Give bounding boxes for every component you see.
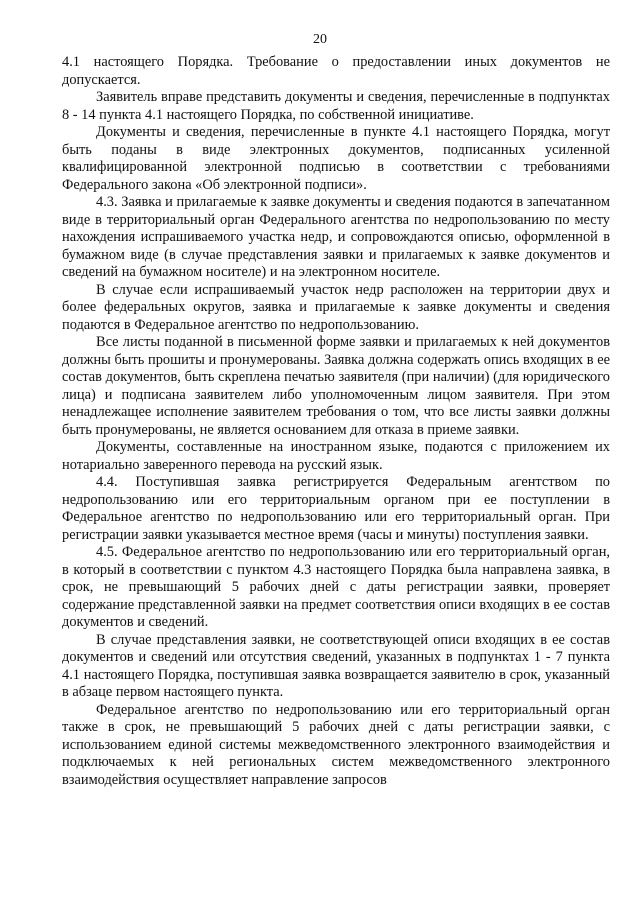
paragraph-foreign-language: Документы, составленные на иностранном языке, подаются с приложением их нотариально заверенного перевода на русский язык. bbox=[62, 439, 610, 473]
paragraph-continuation-4-1: 4.1 настоящего Порядка. Требование о предоставлении иных документов не допускается. bbox=[62, 54, 610, 88]
paragraph-4-4-registration: 4.4. Поступившая заявка регистрируется Федеральным агентством по недропользованию или его территориальным органом при ее поступлении в Федеральное агентство по недропользованию или его территориальный орган. При регистрации заявки указывается местное время (часы и минуты) поступления заявки. bbox=[62, 474, 610, 543]
paragraph-electronic-documents: Документы и сведения, перечисленные в пункте 4.1 настоящего Порядка, могут быть поданы в виде электронных документов, подписанных усиленной квалифицированной электронной подписью в соответствии с требованиями Федерального закона «Об электронной подписи». bbox=[62, 124, 610, 193]
paragraph-applicant-right: Заявитель вправе представить документы и сведения, перечисленные в подпунктах 8 - 14 пункта 4.1 настоящего Порядка, по собственной инициативе. bbox=[62, 89, 610, 123]
paragraph-4-5-verification: 4.5. Федеральное агентство по недропользованию или его территориальный орган, в который в соответствии с пунктом 4.3 настоящего Порядка была направлена заявка, в срок, не превышающий 5 рабочих дней с даты регистрации заявки, проверяет содержание представленной заявки на предмет соответствия описи входящих в ее состав документов и сведений. bbox=[62, 544, 610, 630]
paragraph-interagency-requests: Федеральное агентство по недропользованию или его территориальный орган также в срок, не превышающий 5 рабочих дней с даты регистрации заявки, с использованием единой системы межведомственного электронного взаимодействия и подключаемых к ней региональных систем межведомственного электронного взаимодействия осуществляет направление запросов bbox=[62, 701, 610, 788]
paragraph-federal-districts: В случае если испрашиваемый участок недр расположен на территории двух и более федеральных округов, заявка и прилагаемые к заявке документы и сведения подаются в Федеральное агентство по недропользованию. bbox=[62, 281, 610, 333]
page-number: 20 bbox=[313, 32, 327, 47]
paragraph-return-application: В случае представления заявки, не соответствующей описи входящих в ее состав документов и сведений или отсутствия сведений, указанных в подпунктах 1 - 7 пункта 4.1 настоящего Порядка, поступившая заявка возвращается заявителю в срок, указанный в абзаце первом настоящего пункта. bbox=[62, 631, 610, 700]
document-body bbox=[62, 54, 610, 789]
paragraph-sheets-numbered: Все листы поданной в письменной форме заявки и прилагаемых к ней документов должны быть прошиты и пронумерованы. Заявка должна содержать опись входящих в ее состав документов, быть скреплена печатью заявителя (при наличии) (для юридического лица) и подписана заявителем либо уполномоченным лицом заявителя. При этом ненадлежащее исполнение заявителем требования о том, что все листы заявки должны быть пронумерованы, не является основанием для отказа в приеме заявки. bbox=[62, 334, 610, 438]
paragraph-4-3-submission: 4.3. Заявка и прилагаемые к заявке документы и сведения подаются в запечатанном виде в территориальный орган Федерального агентства по недропользованию по месту нахождения испрашиваемого участка недр, и сопровождаются описью, оформленной в бумажном виде (в случае представления заявки и прилагаемых к заявке документов и сведений на бумажном носителе) и на электронном носителе. bbox=[62, 194, 610, 280]
